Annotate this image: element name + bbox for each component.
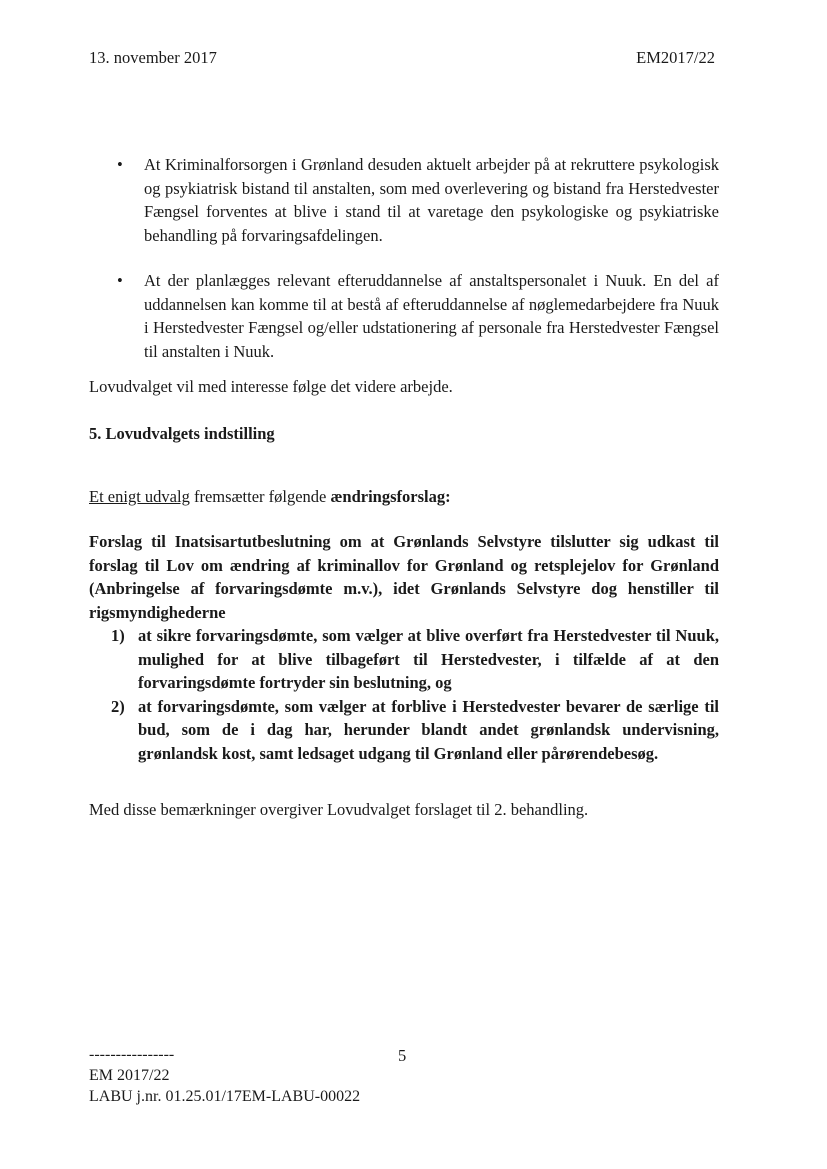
section-heading: 5. Lovudvalgets indstilling	[89, 424, 275, 443]
proposal-intro: Forslag til Inatsisartutbeslutning om at Grønlands Selvstyre tilslutter sig udkast til forslag til Lov om ændring af kriminallov for Grønland og retsplejelov for Grønland (Anbringelse af forvaringsdømte m.v.), idet Grønlands Selvstyre dog henstiller til rigsmyndighederne	[89, 532, 719, 622]
footer-separator: ----------------	[89, 1046, 175, 1063]
proposal-item-text: at forvaringsdømte, som vælger at forblive i Herstedvester bevarer de særlige til bud, som de i dag har, herunder blandt andet grønlandsk undervisning, grønlandsk kost, samt ledsaget udgang til Grønland eller pårørendebesøg.	[138, 696, 719, 763]
bullet-text: At Kriminalforsorgen i Grønland desuden aktuelt arbejder på at rekruttere psykologisk og psykiatrisk bistand til anstalten, som med overlevering og bistand fra Herstedvester Fængsel forventes at blive i stand til at varetage den psykologiske og psykiatriske behandling på forvaringsafdelingen.	[144, 155, 719, 245]
recommendation-line	[89, 485, 719, 509]
recommendation-middle-text: fremsætter følgende	[189, 487, 331, 506]
interest-paragraph: Lovudvalget vil med interesse følge det videre arbejde.	[89, 377, 453, 396]
proposal-block	[89, 530, 719, 765]
footer-line-2: LABU j.nr. 01.25.01/17EM-LABU-00022	[89, 1088, 361, 1105]
bullet-icon: •	[117, 155, 123, 174]
proposal-item-number: 2)	[111, 696, 125, 716]
unanimous-committee-text: Et enigt udvalg	[89, 487, 190, 506]
page-number: 5	[398, 1046, 407, 1065]
footer-line-1: EM 2017/22	[89, 1067, 170, 1084]
header-reference: EM2017/22	[636, 48, 715, 67]
header-date: 13. november 2017	[89, 48, 217, 67]
bullet-item	[89, 269, 719, 363]
footer-reference	[89, 1044, 360, 1107]
bullet-list	[89, 153, 719, 385]
proposal-item	[89, 695, 719, 766]
amendment-label: ændringsforslag:	[330, 487, 451, 506]
closing-paragraph: Med disse bemærkninger overgiver Lovudvalget forslaget til 2. behandling.	[89, 800, 589, 819]
bullet-text: At der planlægges relevant efteruddannelse af anstaltspersonalet i Nuuk. En del af uddannelsen kan komme til at bestå af efteruddannelse af nøglemedarbejdere fra Nuuk i Herstedvester Fængsel og/eller udstationering af personale fra Herstedvester Fængsel til anstalten i Nuuk.	[144, 271, 719, 361]
bullet-icon: •	[117, 271, 123, 290]
bullet-item	[89, 153, 719, 247]
proposal-item-number: 1)	[111, 626, 125, 645]
proposal-item-text: at sikre forvaringsdømte, som vælger at blive overført fra Herstedvester til Nuuk, mulighed for at blive tilbageført til Herstedvester, i tilfælde af at den forvaringsdømte fortryder sin beslutning, og	[138, 626, 719, 692]
proposal-item	[89, 624, 719, 695]
